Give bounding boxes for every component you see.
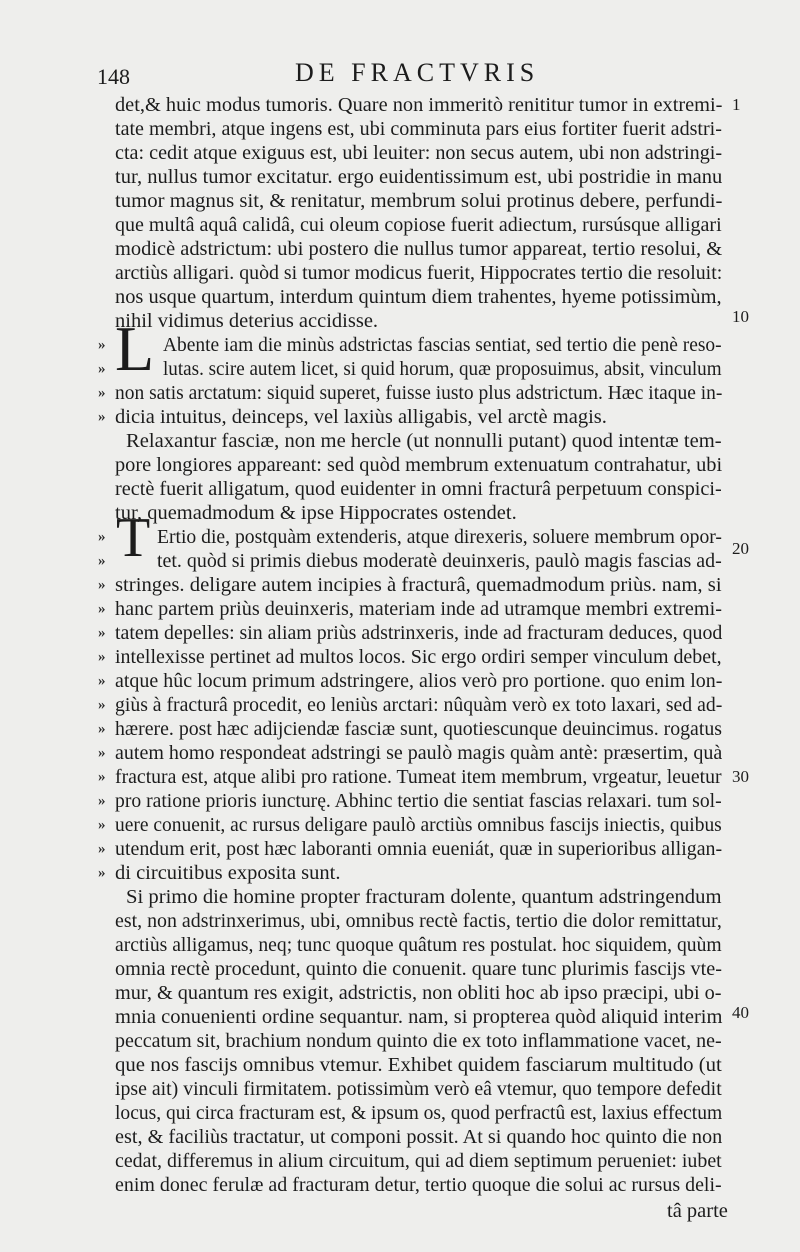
- text-line: intellexisse pertinet ad multos locos. Sic ergo ordiri semper vinculum debet,: [115, 646, 722, 668]
- text-line: tatem depelles: sin aliam priùs adstrinxeris, inde ad fracturam deduces, quod: [115, 622, 723, 644]
- quotation-mark: »: [98, 865, 106, 881]
- text-line: giùs à fracturâ procedit, eo leniùs arctari: nûquàm verò ex toto laxari, sed ad-: [115, 694, 723, 716]
- text-line: ipse ait) vinculi firmitatem. potissimùm verò eâ vtemur, quo tempore defedit: [115, 1078, 722, 1100]
- running-head: DE FRACTVRIS: [295, 58, 540, 87]
- text-line: est, & faciliùs tractatur, ut componi possit. At si quando hoc quinto die non: [115, 1126, 723, 1148]
- text-line: non satis arctatum: siquid superet, fuisse iusto plus adstrictum. Hæc itaque in-: [115, 382, 723, 404]
- quotation-mark: »: [98, 841, 106, 857]
- text-line: mur, & quantum res exigit, adstrictis, non obliti hoc ab ipso præcipi, ubi o-: [115, 982, 722, 1004]
- initial-letter: L: [115, 313, 155, 384]
- text-line: di circuitibus exposita sunt.: [115, 862, 341, 884]
- text-line: tet. quòd si primis diebus moderatè deuinxeris, paulò magis fascias ad-: [157, 550, 722, 572]
- text-line: enim donec ferulæ ad fracturam detur, tertio quoque die solui ac rursus deli-: [115, 1174, 722, 1196]
- margin-line-number: 40: [732, 1003, 749, 1022]
- quotation-mark: »: [98, 817, 106, 833]
- text-line: cedat, differemus in alium circuitum, qui ad diem septimum perueniet: iubet: [115, 1150, 722, 1172]
- text-line: Ertio die, postquàm extenderis, atque direxeris, soluere membrum opor-: [157, 526, 722, 548]
- text-line: que multâ aquâ calidâ, cui oleum copiose fuerit adiectum, rursúsque alligari: [115, 214, 722, 236]
- text-line: tumor magnus sit, & renitatur, membrum solui protinus debere, perfundi-: [115, 190, 723, 212]
- text-line: arctiùs alligamus, neq; tunc quoque quâtum res postulat. hoc siquidem, quùm: [115, 934, 722, 956]
- text-line: tur, quemadmodum & ipse Hippocrates ostendet.: [115, 502, 517, 524]
- quotation-mark: »: [98, 409, 106, 425]
- text-line: rectè fuerit alligatum, quod euidenter in omni fracturâ perpetuum conspici-: [115, 478, 722, 500]
- initial-letter: T: [116, 507, 151, 569]
- quotation-mark: »: [98, 697, 106, 713]
- margin-line-number: 10: [732, 307, 749, 326]
- text-line: locus, qui circa fracturam est, & ipsum os, quod perfractû est, laxius effectum: [115, 1102, 723, 1124]
- quotation-mark: »: [98, 361, 106, 377]
- text-line: tur, nullus tumor excitatur. ergo euidentissimum est, ubi postridie in manu: [115, 166, 723, 188]
- margin-line-number: 1: [732, 95, 741, 114]
- quotation-mark: »: [98, 385, 106, 401]
- margin-line-number: 20: [732, 539, 749, 558]
- text-line: utendum erit, post hæc laboranti omnia eueniát, quæ in superioribus alligan-: [115, 838, 723, 860]
- quotation-mark: »: [98, 529, 106, 545]
- quotation-mark: »: [98, 337, 106, 353]
- text-line: det,& huic modus tumoris. Quare non immeritò renititur tumor in extremi-: [115, 94, 723, 116]
- text-line: mnia conuenienti ordine sequantur. nam, si propterea quòd aliquid interim: [115, 1006, 723, 1028]
- text-line: uere conuenit, ac rursus deligare paulò arctiùs omnibus fascijs iniectis, quibus: [115, 814, 722, 836]
- text-line: peccatum sit, brachium nondum quinto die ex toto inflammatione vacet, ne-: [115, 1030, 722, 1052]
- text-line: que nos fascijs omnibus vtemur. Exhibet quidem fasciarum multitudo (ut: [115, 1054, 722, 1076]
- text-line: lutas. scire autem licet, si quid horum, quæ proposuimus, absit, vinculum: [163, 358, 722, 380]
- quotation-mark: »: [98, 625, 106, 641]
- page-number: 148: [97, 64, 130, 89]
- text-line: cta: cedit atque exiguus est, ubi leuiter: non secus autem, ubi non adstringi-: [115, 142, 723, 164]
- text-line: omnia rectè procedunt, quinto die conuenit. quare tunc plurimis fascijs vte-: [115, 958, 722, 980]
- text-line: fractura est, atque alibi pro ratione. Tumeat item membrum, vrgeatur, leuetur: [115, 766, 722, 788]
- quotation-mark: »: [98, 553, 106, 569]
- quotation-mark: »: [98, 649, 106, 665]
- text-line: pro ratione prioris iuncturę. Abhinc tertio die sentiat fascias relaxari. tum sol-: [115, 790, 722, 812]
- text-line: modicè adstrictum: ubi postero die nullus tumor appareat, tertio resolui, &: [115, 238, 723, 260]
- quotation-mark: »: [98, 721, 106, 737]
- text-line: autem homo respondeat adstringi se paulò magis quàm antè: præsertim, quà: [115, 742, 723, 764]
- text-line: Relaxantur fasciæ, non me hercle (ut nonnulli putant) quod intentæ tem-: [126, 430, 722, 452]
- quotation-mark: »: [98, 769, 106, 785]
- text-line: atque hûc locum primum adstringere, alios verò pro portione. quo enim lon-: [115, 670, 723, 692]
- text-line: pore longiores appareant: sed quòd membrum extenuatum contrahatur, ubi: [115, 454, 723, 476]
- text-line: Si primo die homine propter fracturam dolente, quantum adstringendum: [126, 886, 722, 908]
- text-line: hanc partem priùs deuinxeris, materiam inde ad utramque membri extremi-: [115, 598, 722, 620]
- catchword: tâ parte: [667, 1200, 728, 1222]
- quotation-mark: »: [98, 577, 106, 593]
- text-line: arctiùs alligari. quòd si tumor modicus fuerit, Hippocrates tertio die resoluit:: [115, 262, 723, 284]
- text-line: dicia intuitus, deinceps, vel laxiùs alligabis, vel arctè magis.: [115, 406, 607, 428]
- quotation-mark: »: [98, 793, 106, 809]
- text-line: Abente iam die minùs adstrictas fascias sentiat, sed tertio die penè reso-: [163, 334, 722, 356]
- quotation-mark: »: [98, 745, 106, 761]
- text-line: est, non adstrinxerimus, ubi, omnibus rectè factis, tertio die dolor remittatur,: [115, 910, 722, 932]
- text-line: nihil vidimus deterius accidisse.: [115, 310, 379, 332]
- quotation-mark: »: [98, 673, 106, 689]
- quotation-mark: »: [98, 601, 106, 617]
- margin-line-number: 30: [732, 767, 749, 786]
- text-line: nos usque quartum, interdum quintum diem trahentes, hyeme potissimùm,: [115, 286, 722, 308]
- text-line: stringes. deligare autem incipies à fracturâ, quemadmodum priùs. nam, si: [115, 574, 722, 596]
- text-line: hærere. post hæc adijciendæ fasciæ sunt, quotiescunque deuincimus. rogatus: [115, 718, 722, 740]
- text-line: tate membri, atque ingens est, ubi comminuta pars eius fortiter fuerit adstri-: [115, 118, 722, 140]
